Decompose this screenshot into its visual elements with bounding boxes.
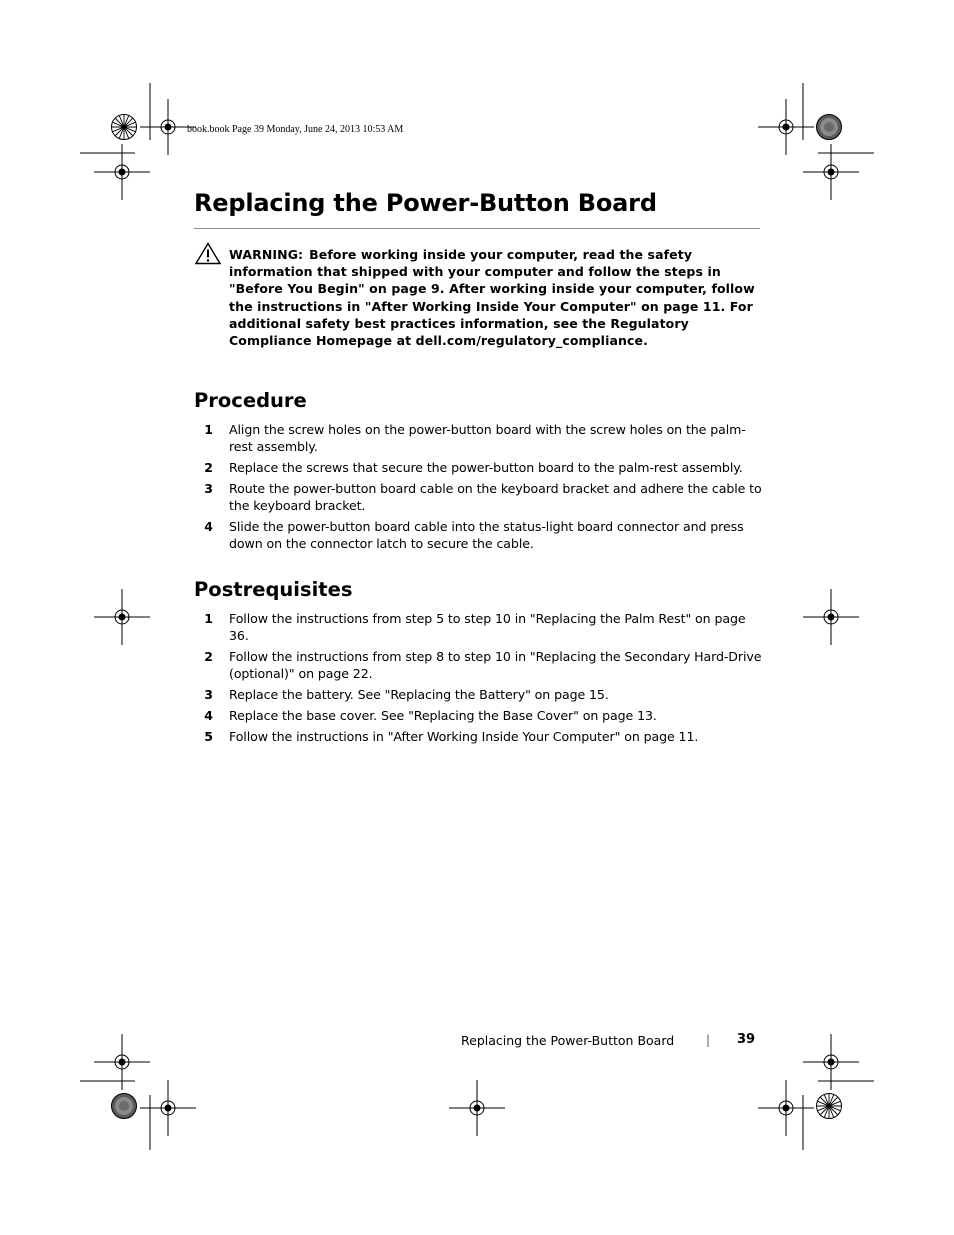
- step-text: Follow the instructions from step 5 to step 10 in "Replacing the Palm Rest" on page 36.: [229, 611, 746, 643]
- postrequisites-steps: [194, 610, 764, 745]
- list-item: [194, 707, 764, 724]
- procedure-heading: Procedure: [194, 389, 307, 412]
- list-item: [194, 518, 764, 552]
- step-text: Replace the battery. See "Replacing the Battery" on page 15.: [229, 687, 609, 702]
- step-text: Follow the instructions in "After Working Inside Your Computer" on page 11.: [229, 729, 699, 744]
- step-number: 1: [204, 422, 213, 437]
- list-item: [194, 459, 764, 476]
- step-text: Replace the screws that secure the power-button board to the palm-rest assembly.: [229, 460, 743, 475]
- step-text: Follow the instructions from step 8 to step 10 in "Replacing the Secondary Hard-Drive (optional)" on page 22.: [229, 649, 762, 681]
- step-number: 5: [204, 729, 213, 744]
- procedure-steps: [194, 421, 764, 552]
- list-item: [194, 610, 764, 644]
- step-number: 4: [204, 708, 213, 723]
- page-title: Replacing the Power-Button Board: [194, 189, 657, 217]
- list-item: [194, 480, 764, 514]
- list-item: [194, 686, 764, 703]
- step-text: Slide the power-button board cable into the status-light board connector and press down on the connector latch to secure the cable.: [229, 519, 744, 551]
- page-number: 39: [737, 1032, 756, 1047]
- step-text: Route the power-button board cable on the keyboard bracket and adhere the cable to the keyboard bracket.: [229, 481, 762, 513]
- step-number: 2: [204, 460, 213, 475]
- title-rule: [194, 228, 760, 229]
- step-number: 4: [204, 519, 213, 534]
- list-item: [194, 421, 764, 455]
- print-header: book.book Page 39 Monday, June 24, 2013 10:53 AM: [187, 124, 404, 135]
- warning-icon: [195, 242, 221, 265]
- step-number: 3: [204, 481, 213, 496]
- step-text: Align the screw holes on the power-button board with the screw holes on the palm-rest assembly.: [229, 422, 746, 454]
- footer-separator: |: [706, 1033, 711, 1047]
- warning-body: Before working inside your computer, read the safety information that shipped with your computer and follow the steps in "Before You Begin" on page 9. After working inside your computer, follow the instructions in "After Working Inside Your Computer" on page 11. For additional safety best practices information, see the Regulatory Compliance Homepage at dell.com/regulatory_compliance.: [229, 247, 755, 349]
- footer-title: Replacing the Power-Button Board: [461, 1033, 675, 1048]
- list-item: [194, 728, 764, 745]
- list-item: [194, 648, 764, 682]
- warning-label: WARNING:: [229, 247, 304, 262]
- step-text: Replace the base cover. See "Replacing the Base Cover" on page 13.: [229, 708, 657, 723]
- step-number: 3: [204, 687, 213, 702]
- step-number: 1: [204, 611, 213, 626]
- postrequisites-heading: Postrequisites: [194, 578, 353, 601]
- warning-notice: [229, 246, 769, 349]
- step-number: 2: [204, 649, 213, 664]
